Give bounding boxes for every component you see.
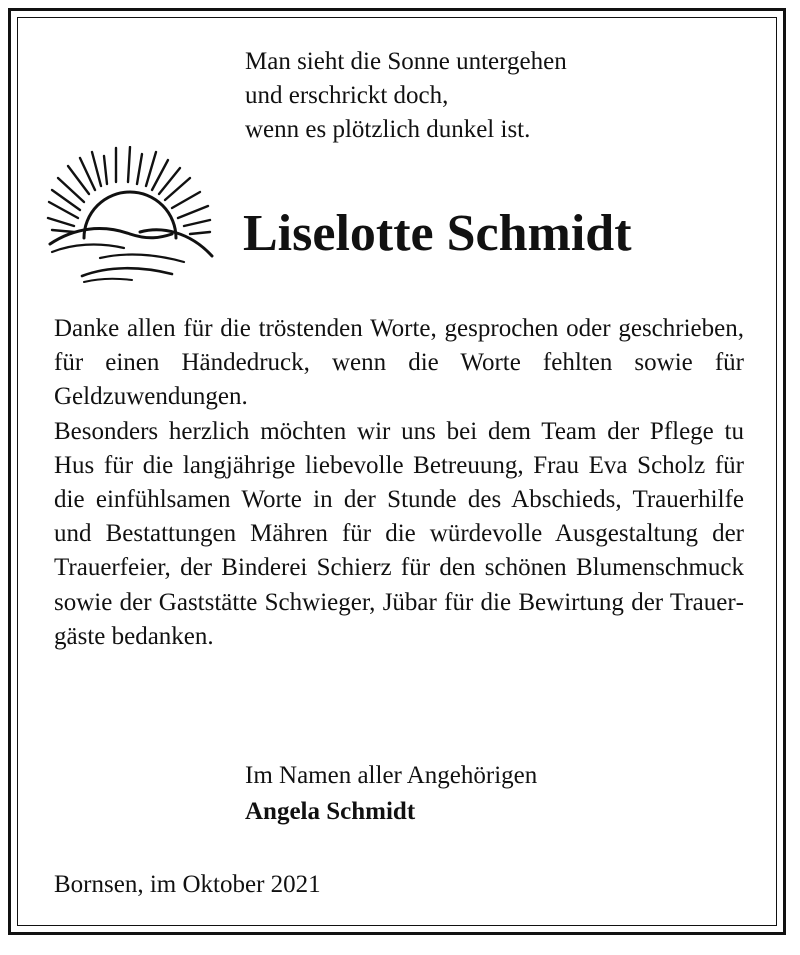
signer-name: Angela Schmidt bbox=[245, 798, 416, 825]
verse-line-2: und erschrickt doch, bbox=[245, 82, 449, 109]
hills bbox=[50, 229, 212, 282]
verse-line-1: Man sieht die Sonne untergehen bbox=[245, 48, 567, 75]
closing-line: Im Namen aller Angehörigen bbox=[245, 762, 538, 789]
place-date: Bornsen, im Oktober 2021 bbox=[54, 871, 321, 898]
sun-rays bbox=[48, 147, 210, 234]
closing bbox=[245, 758, 537, 830]
paragraph-1: Danke allen für die tröstenden Worte, gesprochen oder geschrieben, für einen Händedruck, wenn die Worte fehlten sowie für Geldzuwendungen. bbox=[54, 315, 744, 411]
thank-you-text bbox=[54, 312, 744, 654]
sunset-icon bbox=[44, 146, 216, 288]
verse bbox=[245, 45, 745, 147]
deceased-name: Liselotte Schmidt bbox=[243, 205, 632, 262]
verse-line-3: wenn es plötzlich dunkel ist. bbox=[245, 116, 531, 143]
paragraph-2: Besonders herzlich möchten wir uns bei dem Team der Pflege tu Hus für die langjährige liebevolle Betreuung, Frau Eva Scholz für die einfühlsamen Worte in der Stunde des Abschieds, Trauerhilfe und Bestattungen Mähren für die würdevolle Ausgestaltung der Trauerfeier, der Binderei Schierz für den schönen Blumenschmuck sowie der Gaststätte Schwieger, Jübar für die Bewirtung der Trauergäste bedanken. bbox=[54, 417, 744, 650]
